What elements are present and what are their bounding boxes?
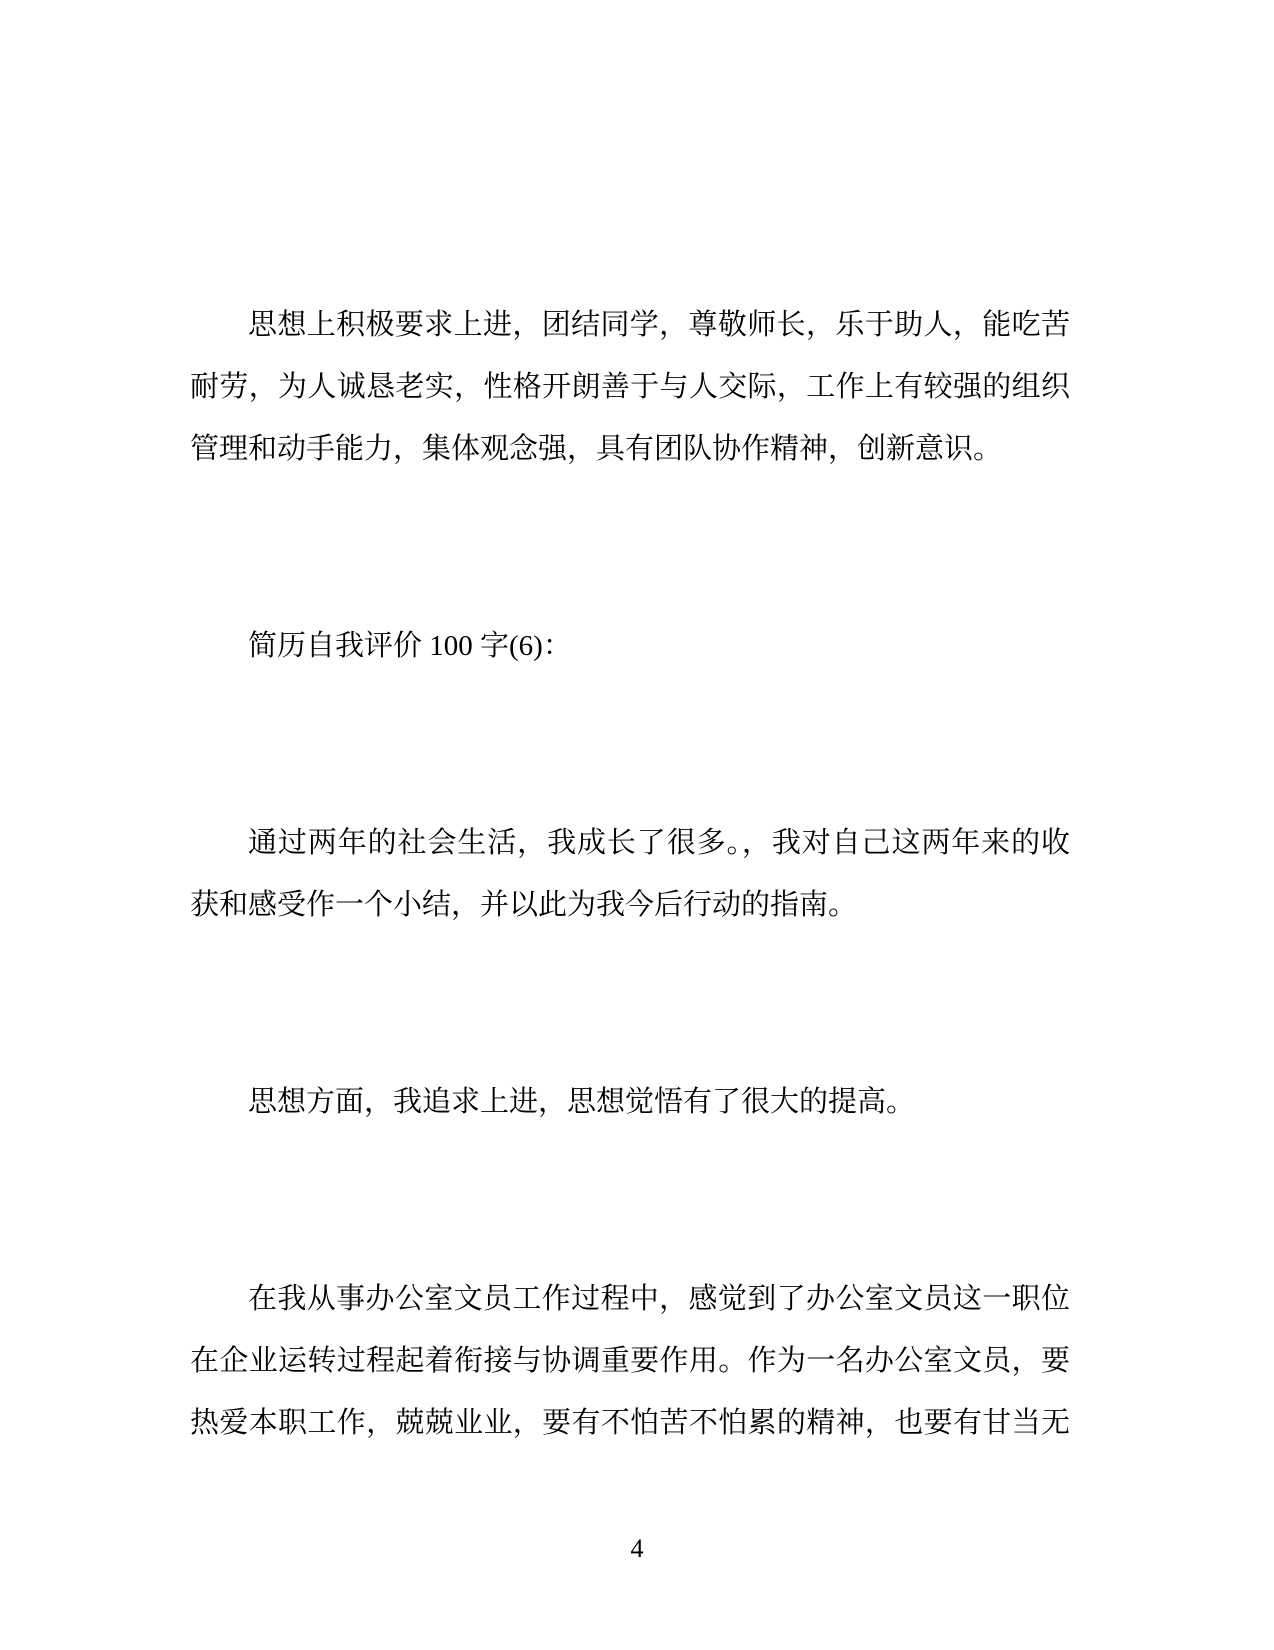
text-line: 思想方面，我追求上进，思想觉悟有了很大的提高。 — [248, 1086, 916, 1118]
paragraph — [190, 615, 1070, 677]
text-line: 热爱本职工作，兢兢业业，要有不怕苦不怕累的精神，也要有甘当无 — [190, 1407, 1070, 1439]
text-line: 获和感受作一个小结，并以此为我今后行动的指南。 — [190, 889, 858, 921]
paragraph — [190, 1071, 1070, 1133]
text-line: 思想上积极要求上进，团结同学，尊敬师长，乐于助人，能吃苦 — [248, 309, 1070, 341]
text-line: 耐劳，为人诚恳老实，性格开朗善于与人交际，工作上有较强的组织 — [190, 371, 1070, 403]
document-body — [190, 294, 1070, 1454]
paragraph — [190, 812, 1070, 936]
text-line: 在企业运转过程起着衔接与协调重要作用。作为一名办公室文员，要 — [190, 1345, 1070, 1377]
paragraph — [190, 1268, 1070, 1454]
text-line: 简历自我评价 100 字(6)： — [248, 630, 572, 662]
page-footer — [0, 1534, 1274, 1564]
text-line: 管理和动手能力，集体观念强，具有团队协作精神，创新意识。 — [190, 433, 1003, 465]
text-line: 在我从事办公室文员工作过程中，感觉到了办公室文员这一职位 — [248, 1283, 1070, 1315]
page-number: 4 — [630, 1534, 644, 1563]
text-line: 通过两年的社会生活，我成长了很多。，我对自己这两年来的收 — [248, 827, 1070, 859]
paragraph — [190, 294, 1070, 480]
